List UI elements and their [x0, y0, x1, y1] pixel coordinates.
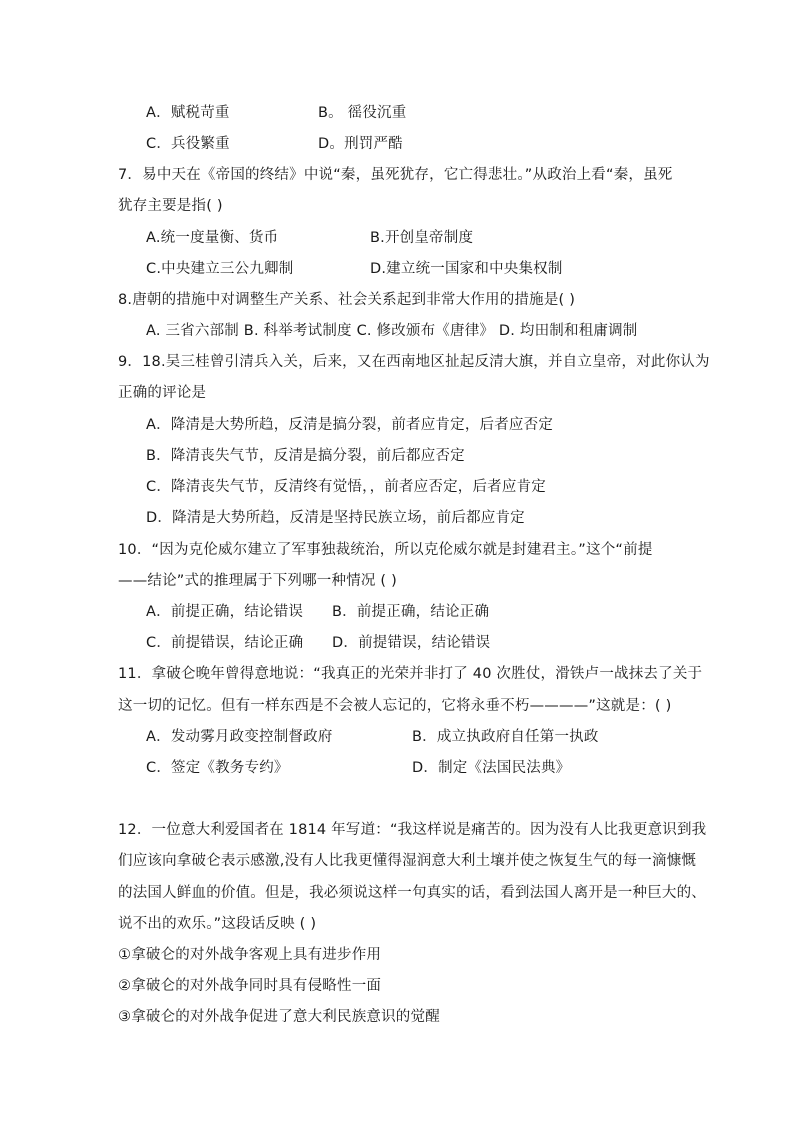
q6-option-a: A．赋税苛重 [146, 105, 230, 121]
q9-option-c: C．降清丧失气节，反清终有觉悟，，前者应否定，后者应肯定 [146, 479, 546, 495]
q10-option-a: A．前提正确，结论错误 [146, 604, 304, 620]
q10-stem-line1: 10．“因为克伦威尔建立了军事独裁统治，所以克伦威尔就是封建君主。”这个“前提 [118, 542, 653, 558]
q11-option-d: D．制定《法国民法典》 [412, 760, 571, 776]
q7-stem-line2: 犹存主要是指( ) [118, 198, 223, 214]
q9-option-b: B．降清丧失气节，反清是搞分裂，前后都应否定 [146, 448, 465, 464]
q9-option-d: D．降清是大势所趋，反清是坚持民族立场，前后都应肯定 [146, 510, 525, 526]
q9-stem-line1: 9．18.吴三桂曾引清兵入关，后来，又在西南地区扯起反清大旗，并自立皇帝，对此你认为 [118, 354, 710, 370]
q10-option-d: D．前提错误，结论错误 [332, 635, 491, 651]
q12-statement-1: ①拿破仑的对外战争客观上具有进步作用 [118, 947, 382, 963]
q9-stem-line2: 正确的评论是 [118, 385, 207, 401]
q11-option-a: A．发动雾月政变控制督政府 [146, 729, 333, 745]
q12-stem-line1: 12．一位意大利爱国者在 1814 年写道：“我这样说是痛苦的。因为没有人比我更意识到我 [118, 822, 707, 838]
q12-statement-3: ③拿破仑的对外战争促进了意大利民族意识的觉醒 [118, 1009, 440, 1025]
q11-stem-line2: 这一切的记忆。但有一样东西是不会被人忘记的，它将永垂不朽————”这就是：( ) [118, 698, 672, 714]
q10-stem-line2: ——结论”式的推理属于下列哪一种情况 ( ) [118, 573, 397, 589]
q12-stem-line3: 的法国人鲜血的价值。但是，我必须说这样一句真实的话，看到法国人离开是一种巨大的、 [118, 885, 706, 901]
q8-stem: 8.唐朝的措施中对调整生产关系、社会关系起到非常大作用的措施是( ) [118, 292, 576, 308]
q7-option-a: A.统一度量衡、货币 [146, 230, 279, 246]
q12-stem-line2: 们应该向拿破仑表示感激,没有人比我更懂得湿润意大利土壤并使之恢复生气的每一滴慷慨 [118, 853, 697, 869]
q6-option-b: B。 徭役沉重 [318, 105, 407, 121]
q11-stem-line1: 11．拿破仑晚年曾得意地说：“我真正的光荣并非打了 40 次胜仗，滑铁卢一战抹去了关于 [118, 666, 703, 682]
q7-option-b: B.开创皇帝制度 [370, 230, 474, 246]
q9-option-a: A．降清是大势所趋，反清是搞分裂，前者应肯定，后者应否定 [146, 417, 554, 433]
q7-option-c: C.中央建立三公九卿制 [146, 261, 294, 277]
q6-option-d: D。刑罚严酷 [318, 136, 403, 152]
q12-statement-2: ②拿破仑的对外战争同时具有侵略性一面 [118, 978, 382, 994]
q10-option-b: B．前提正确，结论正确 [332, 604, 490, 620]
q11-option-b: B．成立执政府自任第一执政 [412, 729, 599, 745]
q6-option-c: C．兵役繁重 [146, 136, 230, 152]
q11-option-c: C．签定《教务专约》 [146, 760, 289, 776]
q12-stem-line4: 说不出的欢乐。”这段话反映 ( ) [118, 916, 317, 932]
q7-stem-line1: 7．易中天在《帝国的终结》中说“秦，虽死犹存，它亡得悲壮。”从政治上看“秦，虽死 [118, 167, 673, 183]
q7-option-d: D.建立统一国家和中央集权制 [370, 261, 563, 277]
q10-option-c: C．前提错误，结论正确 [146, 635, 304, 651]
q8-options: A. 三省六部制 B. 科举考试制度 C. 修改颁布《唐律》 D. 均田制和租庸调制 [146, 323, 638, 339]
